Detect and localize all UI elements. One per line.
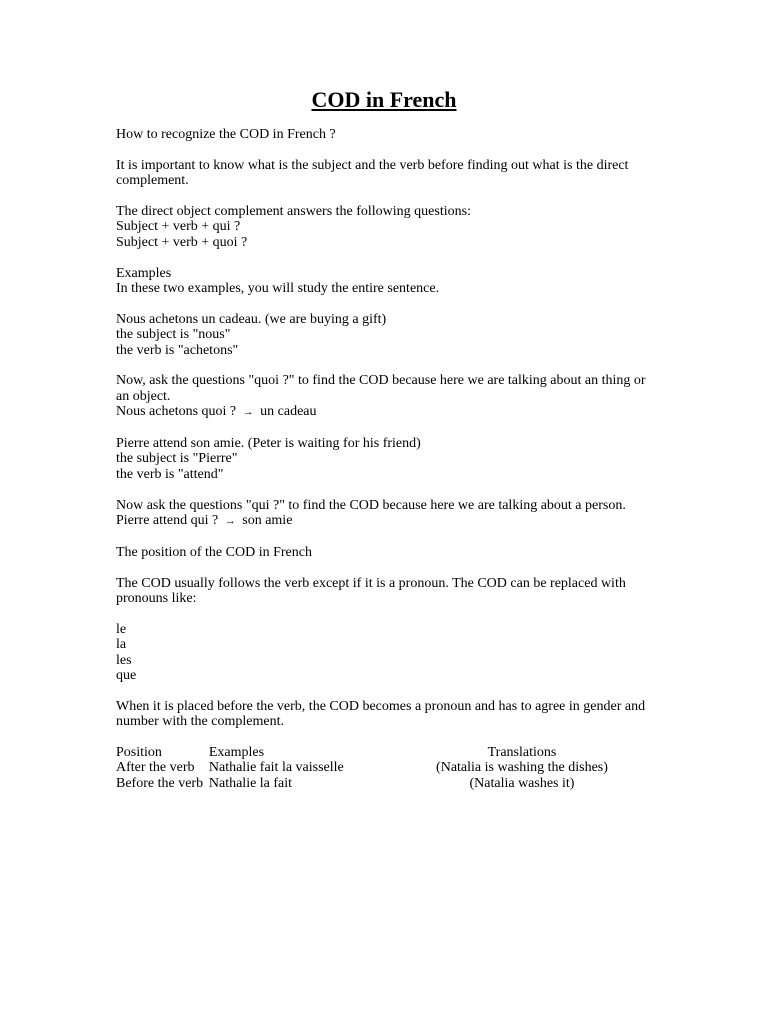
position-heading-paragraph bbox=[116, 545, 656, 560]
answers-intro-text: The direct object complement answers the following questions: bbox=[116, 204, 471, 219]
example2-question: Pierre attend qui ? bbox=[116, 513, 219, 529]
table-cell: Nathalie la fait bbox=[208, 775, 293, 791]
example2-paragraph bbox=[116, 436, 656, 482]
page-title: COD in French bbox=[311, 87, 457, 112]
answers-paragraph bbox=[116, 204, 656, 250]
arrow-right-icon: → bbox=[242, 406, 254, 419]
table-row bbox=[116, 760, 656, 775]
table-header-cell: Position bbox=[116, 745, 162, 761]
example1-subject: the subject is "nous" bbox=[116, 327, 231, 343]
example2-verb: the verb is "attend" bbox=[116, 466, 224, 482]
table-row bbox=[116, 776, 656, 791]
pronoun-item: la bbox=[116, 637, 127, 653]
question-qui: Subject + verb + qui ? bbox=[116, 219, 241, 235]
pronoun-item: le bbox=[116, 621, 127, 637]
example2-answer: son amie bbox=[242, 513, 293, 529]
example2-ask-text: Now ask the questions "qui ?" to find the COD because here we are talking about a person. bbox=[116, 497, 626, 513]
pronoun-list bbox=[116, 622, 656, 684]
example1-question: Nous achetons quoi ? bbox=[116, 404, 237, 420]
position-table bbox=[116, 745, 656, 791]
arrow-right-icon: → bbox=[224, 515, 236, 528]
intro-question bbox=[116, 127, 656, 142]
examples-paragraph bbox=[116, 266, 656, 297]
example2-ask-paragraph bbox=[116, 498, 656, 530]
table-cell: Nathalie fait la vaisselle bbox=[208, 760, 344, 776]
document-body bbox=[116, 127, 656, 791]
agreement-text: When it is placed before the verb, the COD becomes a pronoun and has to agree in gender and number with the complement. bbox=[116, 698, 646, 730]
example1-answer: un cadeau bbox=[260, 404, 317, 420]
example1-verb: the verb is "achetons" bbox=[116, 342, 239, 358]
agreement-paragraph bbox=[116, 699, 656, 730]
example1-paragraph bbox=[116, 312, 656, 358]
example1-sentence: Nous achetons un cadeau. (we are buying a gift) bbox=[116, 311, 387, 327]
position-heading: The position of the COD in French bbox=[116, 544, 312, 560]
table-header-row bbox=[116, 745, 656, 760]
table-cell: (Natalia washes it) bbox=[469, 775, 575, 791]
pronoun-item: que bbox=[116, 668, 137, 684]
example2-answer-line bbox=[116, 513, 656, 529]
table-header-cell: Examples bbox=[208, 745, 265, 761]
example1-ask-paragraph bbox=[116, 373, 656, 420]
importance-text: It is important to know what is the subject and the verb before finding out what is the direct complement. bbox=[116, 157, 629, 189]
pronoun-item: les bbox=[116, 652, 132, 668]
position-text: The COD usually follows the verb except if it is a pronoun. The COD can be replaced with pronouns like: bbox=[116, 575, 626, 607]
importance-paragraph bbox=[116, 158, 656, 189]
example2-sentence: Pierre attend son amie. (Peter is waiting for his friend) bbox=[116, 436, 421, 452]
example2-subject: the subject is "Pierre" bbox=[116, 451, 238, 467]
table-cell: After the verb bbox=[116, 760, 195, 776]
intro-question-text: How to recognize the COD in French ? bbox=[116, 127, 336, 142]
table-header-cell: Translations bbox=[487, 745, 557, 761]
table-cell: Before the verb bbox=[116, 775, 204, 791]
examples-intro-text: In these two examples, you will study the entire sentence. bbox=[116, 281, 440, 297]
position-text-paragraph bbox=[116, 576, 656, 607]
examples-heading: Examples bbox=[116, 265, 172, 281]
example1-ask-text: Now, ask the questions "quoi ?" to find the COD because here we are talking about an thing or an object. bbox=[116, 373, 646, 404]
example1-answer-line bbox=[116, 404, 656, 420]
question-quoi: Subject + verb + quoi ? bbox=[116, 234, 248, 250]
table-cell: (Natalia is washing the dishes) bbox=[436, 760, 608, 776]
